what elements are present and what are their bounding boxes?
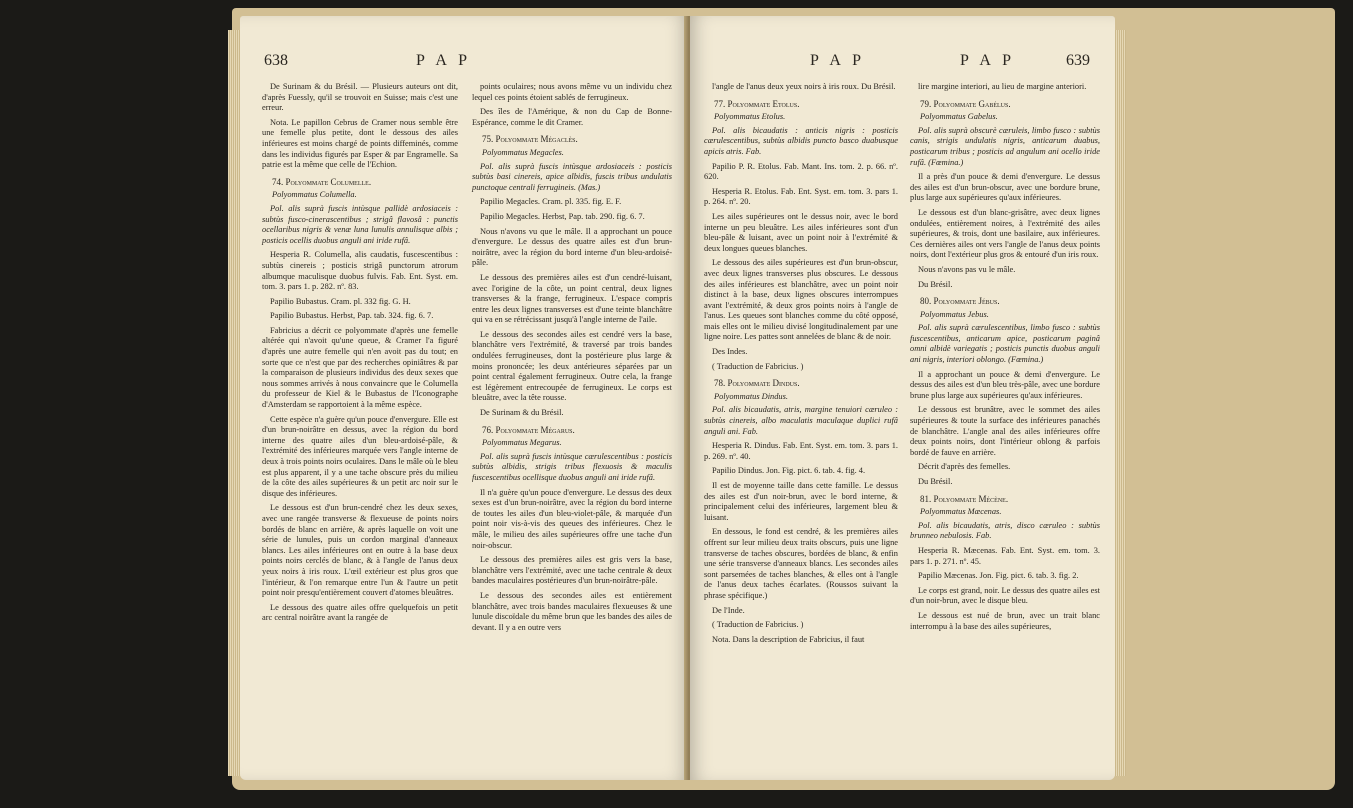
latin-name: Polyommatus Etolus.: [714, 112, 786, 122]
running-head-right-1: P A P: [810, 52, 865, 69]
running-head-left: P A P: [416, 52, 471, 69]
paragraph: En dessous, le fond est cendré, & les premières ailes offrent sur leur milieu deux traits obscurs, puis une ligne transverse de taches obscures, bordées de blanc, & enfin une série transverse d'anneaux blancs. Les secondes ailes sont parsemées de taches blanches, & elles ont à l'angle de l'anus deux taches écarlates. (Roussos suivant la phrase spécifique.): [704, 527, 898, 600]
paragraph: Le dessous est d'un brun-cendré chez les deux sexes, avec une rangée transverse & flexueuse de points noirs bordés de blanc en arrière, & après laquelle on voit une série de lunules, puis un cordon marginal d'anneaux blancs. Les ailes inférieures ont en outre à la base deux points noirs cerclés de blanc, & à l'angle de l'anus deux yeux noirs à iris roux. L'œil extérieur est plus gros que l'intérieur, & l'on remarque entre l'un & l'autre un petit point noir presqu'entièrement couvert d'atomes bleuâtres.: [262, 503, 458, 598]
latin-description: Pol. alis suprà fuscis intùsque cærulescentibus : posticis subtùs albidis, strigis tribus flexuosis & maculis fuscescentibus ocellisque duobus anguli ani iride rufâ.: [472, 451, 672, 482]
bibliographic-reference: Papilio Mæcenas. Jon. Fig. pict. 6. tab. 3. fig. 2.: [918, 571, 1079, 581]
paragraph: Le dessous est brunâtre, avec le sommet des ailes supérieures & toute la surface des inférieures panachés de blanchâtre. L'angle anal des ailes inférieures offre deux points noirs, dont l'intérieur oblong & parfois bordé de fauve en arrière.: [910, 405, 1100, 457]
entry-heading: 74. Polyommate Columelle.: [272, 176, 372, 187]
bibliographic-reference: Hesperia R. Dindus. Fab. Ent. Syst. em. tom. 3. pars 1. p. 269. nº. 40.: [704, 441, 898, 461]
left-page: [240, 16, 688, 780]
latin-name: Polyommatus Jebus.: [920, 309, 989, 319]
latin-description: Pol. alis suprà fuscis intùsque pallidè ardosiaceis : subtùs fusco-cinerascentibus ; strigâ flavosâ : punctis ocellaribus nigris & venæ luna lunulis annulisque albis ; posticis ocellis duobus anguli ani iride rufâ.: [262, 203, 458, 245]
paragraph: Le dessous des quatre ailes offre quelquefois un petit arc central noirâtre avant la rangée de: [262, 602, 458, 623]
right-column-1: [704, 82, 898, 649]
latin-description: Pol. alis bicaudatis, atris, margine tenuiori cæruleo : subtùs cinereis, albo maculatis maculaque duplici rufâ anguli ani. Fab.: [704, 405, 898, 436]
left-column-1: [262, 82, 458, 628]
paragraph: Des Indes.: [712, 347, 748, 357]
paragraph: points oculaires; nous avons même vu un individu chez lequel ces points étoient sablés de ferrugineux.: [472, 82, 672, 102]
page-number-right: 639: [1066, 52, 1090, 69]
paragraph: Il a près d'un pouce & demi d'envergure. Le dessus des ailes est d'un brun-obscur, avec une bordure brune, plus large aux supérieures qu'aux inférieures.: [910, 172, 1100, 203]
bibliographic-reference: Papilio P. R. Etolus. Fab. Mant. Ins. tom. 2. p. 66. nº. 620.: [704, 161, 898, 182]
paragraph: Décrit d'après des femelles.: [918, 462, 1011, 472]
left-column-2: [472, 82, 672, 637]
latin-description: Pol. alis suprà fuscis intùsque ardosiaceis : posticis subtùs basi cinereis, apice albidis, fuscis tribus undulatis punctoque centrali ferrugineis. (Mas.): [472, 161, 672, 192]
bibliographic-reference: Hesperia R. Mæcenas. Fab. Ent. Syst. em. tom. 3. pars 1. p. 271. nº. 45.: [910, 545, 1100, 566]
paragraph: Le dessous est d'un blanc-grisâtre, avec deux lignes ondulées, entièrement noires, à l'extrémité des ailes supérieures, & trois, dont une basilaire, aux inférieures. Ces dernières ailes ont vers l'angle de l'anus deux points noirs, dont l'extérieur plus gros & entouré d'un iris roux.: [910, 207, 1100, 260]
latin-name: Polyommatus Columella.: [272, 190, 357, 200]
right-column-2: [910, 82, 1100, 636]
bibliographic-reference: Hesperia R. Etolus. Fab. Ent. Syst. em. tom. 3. pars 1. p. 264. nº. 20.: [704, 186, 898, 207]
bibliographic-reference: Hesperia R. Columella, alis caudatis, fuscescentibus : subtùs cinereis ; posticis strigâ punctorum atrorum albumque maculisque duobus fulvis. Fab. Ent. Syst. em. tom. 3. pars 1. p. 282. nº. 83.: [262, 250, 458, 292]
paragraph: Nous n'avons pas vu le mâle.: [918, 264, 1016, 274]
latin-name: Polyommatus Megacles.: [482, 147, 564, 157]
latin-name: Polyommatus Mæcenas.: [920, 507, 1002, 517]
latin-description: Pol. alis bicaudatis, atris, disco cæruleo : subtùs brunneo nebulosis. Fab.: [910, 520, 1100, 541]
paragraph: Le dessous des premières ailes est d'un cendré-luisant, avec l'origine de la côte, un point central, deux lignes transverses & la frange, ferrugineux. L'espace compris entre les deux lignes transverses est d'une teinte blanchâtre qui va en se rétrécissant jusqu'à l'angle interne de l'aile.: [472, 272, 672, 325]
paragraph: Il est de moyenne taille dans cette famille. Le dessus des ailes est d'un noir-brun, avec le bord interne, & principalement celui des inférieures, largement bleu & luisant.: [704, 481, 898, 522]
paragraph: ( Traduction de Fabricius. ): [712, 620, 804, 630]
paragraph: ( Traduction de Fabricius. ): [712, 361, 804, 371]
paragraph: lire margine interiori, au lieu de margine anteriori.: [918, 82, 1087, 91]
entry-heading: 79. Polyommate Gabélus.: [920, 98, 1011, 109]
paragraph: Nous n'avons vu que le mâle. Il a approchant un pouce d'envergure. Le dessus des quatre ailes est d'un brun-noirâtre, avec la région du bord interne d'un bleu-ardoisé-pâle.: [472, 226, 672, 268]
paragraph: Le dessous des ailes supérieures est d'un brun-obscur, avec deux lignes transverses plus obscures. Le dessous des ailes inférieures est blanchâtre, avec un point noir distinct à la base, deux lignes obscures interrompues avant l'extrémité, & deux gros points noirs à l'angle de l'anus. Les queues sont blanches comme du côté opposé, mais elles ont le milieu divisé longitudinalement par une ligne noire. Les pattes sont annelées de blanc & de noir.: [704, 258, 898, 342]
paragraph: Nota. Le papillon Cebrus de Cramer nous semble être une femelle plus petite, dont le dessous des ailes inférieures est moins chargé de points diffeminés, comme dans les individus figurés par Esper & par Engramelle. Sa patrie est la même que celle de l'Echion.: [262, 117, 458, 170]
latin-description: Pol. alis bicaudatis : anticis nigris : posticis cærulescentibus, subtùs albidis puncto basco duabusque apicis atris. Fab.: [704, 125, 898, 156]
latin-description: Pol. alis suprà obscurè cæruleis, limbo fusco : subtùs canis, strigis undulatis nigris, anticarum duabus, posticarum tribus ; posticis ad angulum ani ocello iride rufâ. (Fœmina.): [910, 125, 1100, 167]
bibliographic-reference: Papilio Bubastus. Cram. pl. 332 fig. G. H.: [270, 296, 411, 306]
paragraph: Du Brésil.: [918, 279, 953, 289]
bibliographic-reference: Papilio Dindus. Jon. Fig. pict. 6. tab. 4. fig. 4.: [712, 466, 866, 476]
paragraph: Il a approchant un pouce & demi d'envergure. Le dessus des ailes est d'un bleu très-pâle, avec une bordure brune plus large aux supérieures qu'aux inférieures.: [910, 369, 1100, 400]
entry-heading: 75. Polyommate Mégaclès.: [482, 134, 578, 145]
paragraph: Le dessous est nué de brun, avec un trait blanc interrompu à la base des ailes supérieures,: [910, 610, 1100, 631]
paragraph: Nota. Dans la description de Fabricius, il faut: [712, 634, 865, 644]
paragraph: Fabricius a décrit ce polyommate d'après une femelle altérée qui n'avoit qu'une queue, & Cramer l'a figuré d'après une autre femelle qui n'en avoit pas du tout; en sorte que ce n'est que par des recherches opiniâtres & par la comparaison de plusieurs individus des deux sexes que nous sommes arrivés à nous convaincre que le Columella du professeur de Kiel & le Bubastus de l'Iconographe d'Amsterdam se rapportoient à la même espèce.: [262, 325, 458, 410]
paragraph: De l'Inde.: [712, 605, 745, 615]
paragraph: Les ailes supérieures ont le dessus noir, avec le bord interne un peu bleuâtre. Les ailes inférieures sont d'un bleu-pâle & luisant, avec un point noir à l'extrémité & deux longues queues blanches.: [704, 211, 898, 253]
running-head-right-2: P A P: [960, 52, 1015, 69]
bibliographic-reference: Papilio Megacles. Cram. pl. 335. fig. E. F.: [480, 197, 622, 207]
page-number-left: 638: [264, 52, 288, 69]
entry-heading: 80. Polyommate Jébus.: [920, 296, 1000, 307]
right-page: [690, 16, 1115, 780]
paragraph: De Surinam & du Brésil.: [480, 408, 564, 418]
paragraph: Des îles de l'Amérique, & non du Cap de Bonne-Espérance, comme le dit Cramer.: [472, 107, 672, 127]
paragraph: Il n'a guère qu'un pouce d'envergure. Le dessus des deux sexes est d'un brun-noirâtre, avec la région du bord interne de toutes les ailes d'un bleu-violet-pâle, & marquée d'un point noir vis-à-vis des queues des inférieures. Chez le mâle, le milieu des ailes supérieures offre une tache d'un noir-obscur.: [472, 487, 672, 550]
paragraph: Cette espèce n'a guère qu'un pouce d'envergure. Elle est d'un brun-noirâtre en dessus, avec la région du bord interne des quatre ailes d'un bleu-ardoisé-pâle, & l'extrémité des inférieures marquée vers l'angle interne de deux à trois points noirs oculaires. Dans le mâle où le bleu est plus apparent, il y a une tache obscure près du milieu de la côte des ailes supérieures & un petit arc noir sur le disque des inférieures.: [262, 414, 458, 498]
latin-name: Polyommatus Gabelus.: [920, 112, 998, 122]
latin-description: Pol. alis suprà cærulescentibus, limbo fusco : subtùs fuscescentibus, anticarum apice, posticarum paginâ omni albidè variegatis ; posticis punctis duobus anguli ani nigris, interiori oblongo. (Fœmina.): [910, 323, 1100, 365]
bibliographic-reference: Papilio Bubastus. Herbst, Pap. tab. 324. fig. 6. 7.: [270, 311, 434, 321]
paragraph: Le corps est grand, noir. Le dessus des quatre ailes est d'un noir-brun, avec le disque bleu.: [910, 585, 1100, 606]
latin-name: Polyommatus Dindus.: [714, 391, 788, 401]
paragraph: Du Brésil.: [918, 477, 953, 486]
entry-heading: 78. Polyommate Dindus.: [714, 378, 800, 389]
paragraph: Le dessous des premières ailes est gris vers la base, blanchâtre vers l'extrémité, avec une tache centrale & deux bandes maculaires postérieures d'un brun-noirâtre-pâle.: [472, 555, 672, 586]
bibliographic-reference: Papilio Megacles. Herbst, Pap. tab. 290. fig. 6. 7.: [480, 211, 645, 221]
paragraph: Le dessous des secondes ailes est entièrement blanchâtre, avec trois bandes maculaires flexueuses & une lunule discoïdale du même brun que les bandes des ailes de devant. Il y a en outre vers: [472, 590, 672, 632]
paragraph: Le dessous des secondes ailes est cendré vers la base, blanchâtre vers l'extrémité, & traversé par trois bandes ondulées ferrugineuses, dont la postérieure plus large & moins prononcée; les deux antérieures séparées par un point central également ferrugineux. Outre cela, la frange est légèrement entrecoupée de ferrugineux. Le corps est bleuâtre, avec la tête rousse.: [472, 329, 672, 403]
paragraph: l'angle de l'anus deux yeux noirs à iris roux. Du Brésil.: [712, 82, 896, 91]
paragraph: De Surinam & du Brésil. — Plusieurs auteurs ont dit, d'après Fuessly, qu'il se trouvoit en Suisse; mais c'est une erreur.: [262, 82, 458, 113]
entry-heading: 76. Polyommate Mégarus.: [482, 424, 575, 435]
entry-heading: 81. Polyommate Mécène.: [920, 493, 1009, 504]
latin-name: Polyommatus Megarus.: [482, 438, 562, 448]
entry-heading: 77. Polyommate Etolus.: [714, 98, 800, 109]
